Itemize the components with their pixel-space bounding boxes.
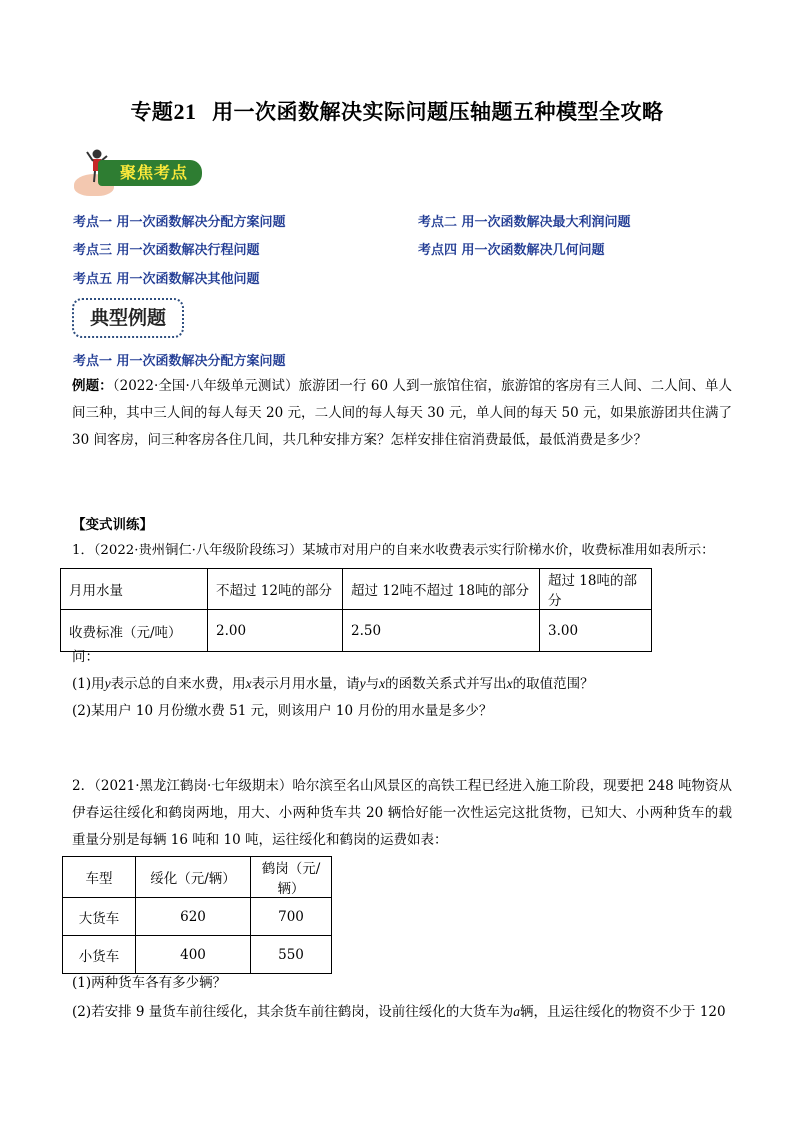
banner-label: 聚焦考点: [98, 160, 202, 186]
table-cell: 绥化（元/辆）: [136, 857, 251, 898]
q1-sub1-text: 的取值范围？: [512, 676, 594, 692]
var-x: x: [506, 676, 513, 691]
q1-intro: 1．（2022·贵州铜仁·八年级阶段练习）某城市对用户的自来水收费表示实行阶梯水价，收费标准用如表所示：: [72, 543, 715, 558]
table-cell: 2.00: [208, 610, 343, 652]
q2-intro: 2．（2021·黑龙江鹤岗·七年级期末）哈尔滨至名山风景区的高铁工程已经进入施工阶段，现要把 248 吨物资从伊春运往绥化和鹤岗两地，用大、小两种货车共 20 辆恰好能一次性运完这批货物，已知大、小两种货车的载重量分别是每辆 16 吨和 10 吨，运往绥化和鹤岗的运费如表：: [72, 778, 732, 848]
table-cell: 400: [136, 936, 251, 974]
page-title: [0, 96, 794, 126]
var-a: a: [513, 1004, 521, 1019]
table-cell: 大货车: [63, 898, 136, 936]
example-text: （2022·全国·八年级单元测试）旅游团一行 60 人到一旅馆住宿，旅游馆的客房有三人间、二人间、单人间三种，其中三人间的每人每天 20 元，二人间的每人每天 30 元，单人间的每天 50 元，如果旅游团共住满了 30 间客房，问三种客房各住几间，共几种安排方案？怎样安排住宿消费最低，最低消费是多少？: [72, 378, 733, 448]
title-prefix: 专题: [130, 100, 174, 124]
var-y: y: [104, 676, 111, 691]
topic-link-2[interactable]: 考点二 用一次函数解决最大利润问题: [418, 215, 631, 230]
q1-sub1-text: 与: [365, 676, 380, 692]
table-row: [63, 857, 332, 898]
table-cell: 超过 18吨的部分: [540, 569, 652, 610]
table-cell: 不超过 12吨的部分: [208, 569, 343, 610]
table-cell: 超过 12吨不超过 18吨的部分: [343, 569, 540, 610]
example-problem: [72, 373, 732, 454]
example-label: 例题：: [72, 378, 113, 394]
table-cell: 车型: [63, 857, 136, 898]
title-number: 21: [173, 99, 197, 124]
title-text: 用一次函数解决实际问题压轴题五种模型全攻略: [212, 100, 664, 124]
table-cell: 月用水量: [61, 569, 208, 610]
table-row: [63, 898, 332, 936]
q1-sub1: [72, 670, 732, 698]
table-cell: 3.00: [540, 610, 652, 652]
freight-cost-table: [62, 856, 332, 974]
q1-sub2: (2)某用户 10 月份缴水费 51 元，则该用户 10 月份的用水量是多少？: [72, 703, 493, 719]
table-cell: 小货车: [63, 936, 136, 974]
topic-link-4[interactable]: 考点四 用一次函数解决几何问题: [418, 243, 605, 258]
section-heading: 考点一 用一次函数解决分配方案问题: [73, 354, 286, 369]
var-y: y: [359, 676, 366, 691]
table-cell: 收费标准（元/吨）: [61, 610, 208, 652]
var-x: x: [245, 676, 252, 691]
q2-sub2: [72, 998, 732, 1026]
q1-sub1-text: (1)用: [72, 676, 105, 692]
topic-link-5[interactable]: 考点五 用一次函数解决其他问题: [73, 272, 260, 287]
q1-sub1-text: 的函数关系式并写出: [385, 676, 507, 692]
table-cell: 620: [136, 898, 251, 936]
q1-sub1-text: 表示月用水量，请: [251, 676, 360, 692]
table-cell: 700: [251, 898, 332, 936]
table-cell: 鹤岗（元/辆）: [251, 857, 332, 898]
q1-sub1-text: 表示总的自来水费，用: [110, 676, 246, 692]
q1-ask: 问：: [72, 649, 99, 665]
water-price-table: [60, 568, 652, 652]
variant-training-label: 【变式训练】: [72, 517, 153, 533]
topic-link-1[interactable]: 考点一 用一次函数解决分配方案问题: [73, 215, 286, 230]
focus-topics-banner: [70, 148, 202, 198]
examples-label: 典型例题: [72, 298, 184, 338]
topic-link-3[interactable]: 考点三 用一次函数解决行程问题: [73, 243, 260, 258]
table-row: [61, 569, 652, 610]
table-cell: 550: [251, 936, 332, 974]
q2-sub1: (1)两种货车各有多少辆？: [72, 975, 227, 991]
table-row: [63, 936, 332, 974]
q2-sub2-text: (2)若安排 9 量货车前往绥化，其余货车前往鹤岗，设前往绥化的大货车为: [72, 1004, 514, 1020]
table-cell: 2.50: [343, 610, 540, 652]
var-x: x: [379, 676, 386, 691]
q2-sub2-text: 辆，且运往绥化的物资不少于 120: [520, 1004, 726, 1020]
